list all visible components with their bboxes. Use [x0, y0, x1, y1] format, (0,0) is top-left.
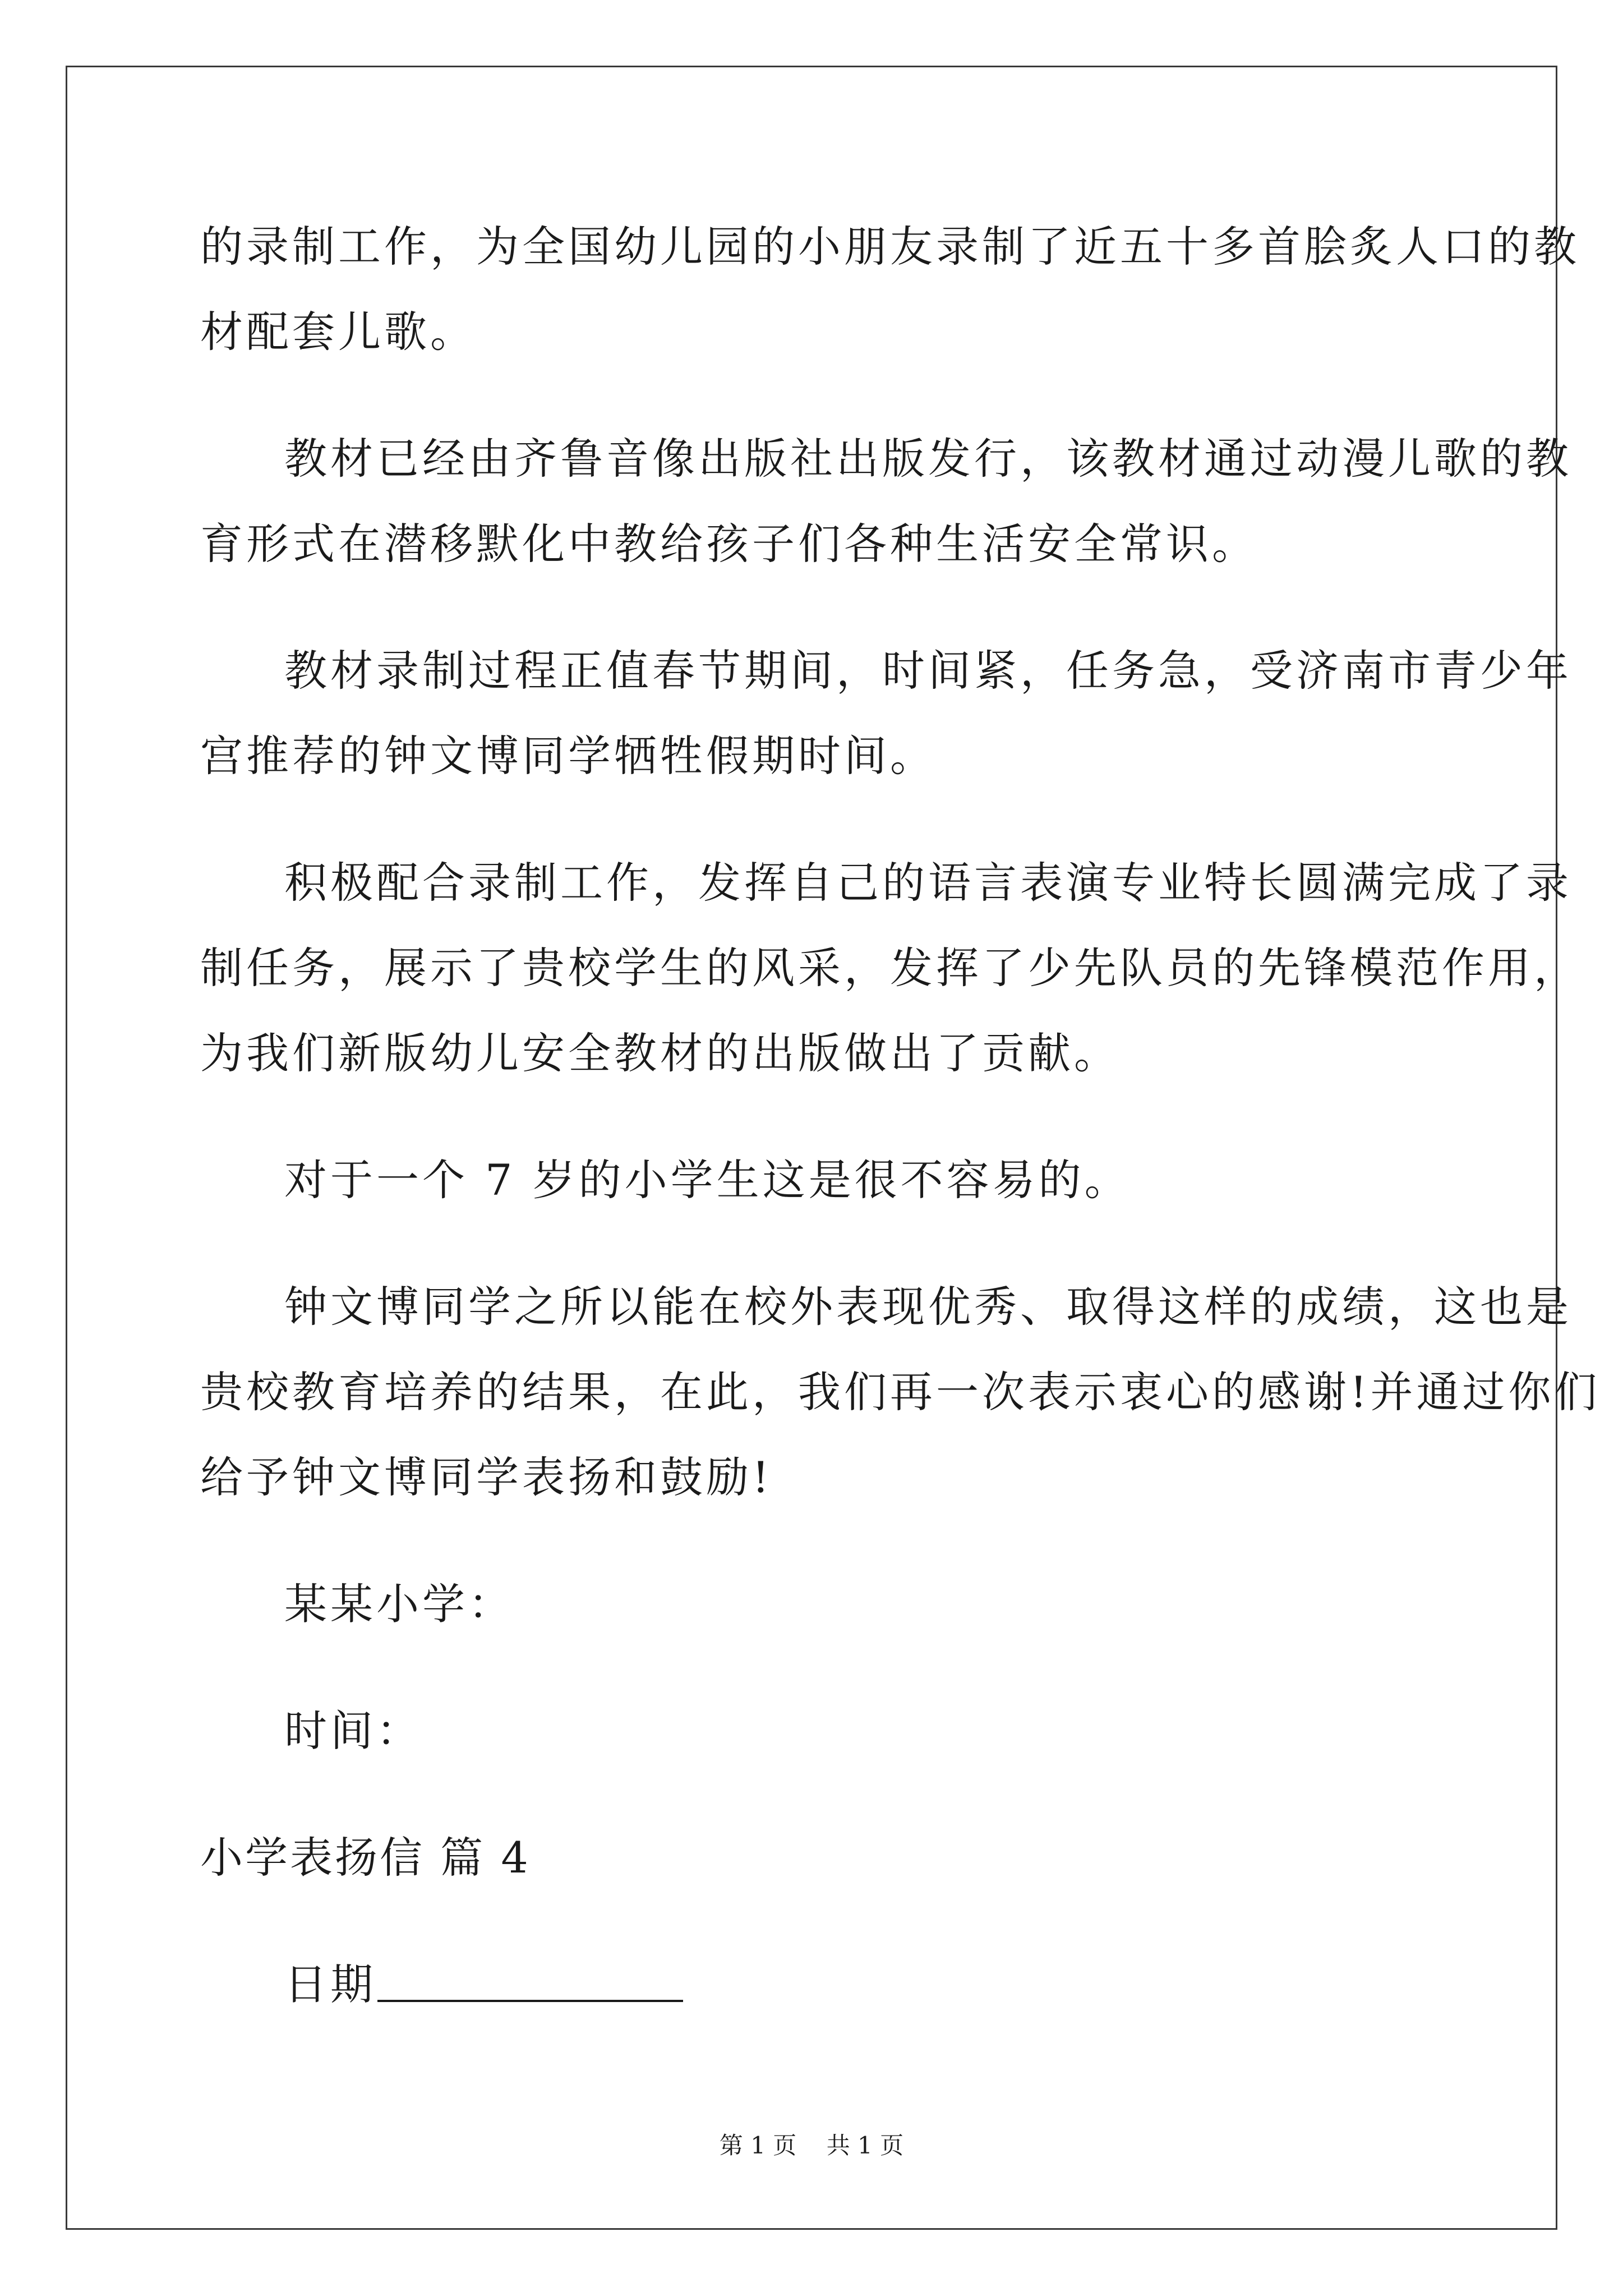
paragraph-start: 对于一个 7 岁的小学生这是很不容易的。 [284, 1155, 1131, 1205]
section-heading: 小学表扬信 篇 4 [200, 1833, 531, 1883]
paragraph-start: 教材录制过程正值春节期间，时间紧，任务急，受济南市青少年 [284, 646, 1572, 696]
signature-school: 某某小学： [284, 1579, 514, 1629]
paragraph-start: 积极配合录制工作，发挥自己的语言表演专业特长圆满完成了录 [284, 858, 1572, 908]
date-label: 日期 [284, 1959, 376, 2009]
date-line [284, 1959, 683, 2010]
body-line: 制任务，展示了贵校学生的风采，发挥了少先队员的先锋模范作用， [200, 943, 1580, 993]
body-line: 宫推荐的钟文博同学牺牲假期时间。 [200, 731, 936, 781]
body-line: 为我们新版幼儿安全教材的出版做出了贡献。 [200, 1028, 1120, 1078]
body-line: 贵校教育培养的结果，在此，我们再一次表示衷心的感谢!并通过你们 [200, 1367, 1601, 1417]
page-border [66, 66, 1557, 2230]
paragraph-start: 钟文博同学之所以能在校外表现优秀、取得这样的成绩，这也是 [284, 1282, 1572, 1332]
body-line: 给予钟文博同学表扬和鼓励! [200, 1452, 773, 1502]
paragraph-start: 教材已经由齐鲁音像出版社出版发行，该教材通过动漫儿歌的教 [284, 434, 1572, 484]
signature-time: 时间： [284, 1706, 422, 1756]
body-line: 的录制工作，为全国幼儿园的小朋友录制了近五十多首脍炙人口的教 [200, 222, 1580, 272]
date-blank [377, 2000, 683, 2002]
body-line: 材配套儿歌。 [200, 307, 476, 357]
page-footer: 第 1 页 共 1 页 [719, 2132, 904, 2159]
body-line: 育形式在潜移默化中教给孩子们各种生活安全常识。 [200, 519, 1258, 569]
